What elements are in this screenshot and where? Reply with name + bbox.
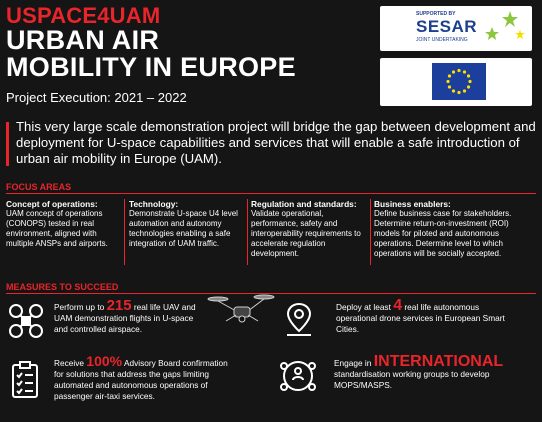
eu-star: [448, 74, 451, 77]
focus-area-text: UAM concept of operations (CONOPS) tested in real environment, aligned with multiple ANSPs and airports.: [6, 209, 108, 248]
measure-post: standardisation working groups to develop MOPS/MASPS.: [334, 369, 490, 390]
project-execution: Project Execution: 2021 – 2022: [6, 90, 187, 105]
focus-area-title: Technology:: [129, 199, 179, 209]
eu-star: [446, 80, 449, 83]
sesar-name: SESAR: [416, 17, 478, 36]
eu-star: [457, 91, 460, 94]
measures-heading: MEASURES TO SUCCEED: [6, 282, 119, 292]
eu-star: [448, 85, 451, 88]
measure-post: real life autonomous operational drone services in European Smart Cities.: [336, 302, 505, 334]
sesar-ju: JOINT UNDERTAKING: [416, 37, 468, 43]
measure-number: 4: [393, 297, 403, 314]
focus-area-text: Define business case for stakeholders. Determine return-on-investment (ROI) models for piloted and autonomous operations. Determine level to which operations will be socially accepted.: [374, 209, 512, 258]
sesar-supported-by: SUPPORTED BY: [416, 11, 456, 17]
measure-pre: Receive: [54, 358, 84, 368]
people-network-icon: [278, 358, 318, 394]
title-line-3: MOBILITY IN EUROPE: [6, 52, 296, 82]
intro-accent-bar: [6, 122, 9, 166]
measure-pre: Perform up to: [54, 302, 105, 312]
intro-text: This very large scale demonstration project will bridge the gap between development and deployment for U-space capabilities and services that will enable a safe introduction of urban air mobility in Europe (UAM).: [16, 119, 536, 166]
eu-star: [467, 74, 470, 77]
eu-flag-icon: [432, 63, 486, 100]
measure-advisory: [54, 353, 230, 402]
focus-area-conops: [6, 199, 122, 249]
focus-area-title: Regulation and standards:: [251, 199, 357, 209]
sesar-stars-icon: [480, 9, 530, 49]
eu-star: [452, 89, 455, 92]
focus-areas-heading: FOCUS AREAS: [6, 182, 72, 192]
measure-post: Advisory Board confirmation for solutions that address the gaps limiting automated and autonomous operations of passenger air-taxi services.: [54, 358, 228, 401]
eu-logo: [380, 58, 532, 106]
focus-area-regulation: [251, 199, 367, 259]
checklist-icon: [10, 361, 40, 399]
location-pin-icon: [284, 301, 314, 339]
column-divider: [124, 199, 125, 265]
column-divider: [370, 199, 371, 265]
focus-area-technology: [129, 199, 245, 249]
measure-pre: Engage in: [334, 358, 372, 368]
eu-star: [463, 70, 466, 73]
measure-number: INTERNATIONAL: [373, 353, 504, 370]
focus-area-text: Validate operational, performance, safety and interoperability requirements to accelerate regulation development.: [251, 209, 361, 258]
project-acronym: USPACE4UAM: [6, 3, 161, 28]
sesar-logo: [380, 6, 532, 51]
measure-number: 215: [106, 297, 132, 314]
focus-area-text: Demonstrate U-space U4 level automation and autonomy technologies enabling a safe integration of UAM traffic.: [129, 209, 238, 248]
column-divider: [247, 199, 248, 265]
measure-flights: [54, 297, 204, 335]
measure-number: 100%: [86, 353, 123, 369]
title-line-2: URBAN AIR: [6, 25, 160, 55]
eu-star: [457, 69, 460, 72]
measure-international: [334, 353, 534, 391]
focus-area-business: [374, 199, 536, 259]
drone-icon: [8, 303, 44, 339]
measure-pre: Deploy at least: [336, 302, 391, 312]
measure-post: real life UAV and UAM demonstration flights in U-space and controlled airspace.: [54, 302, 196, 334]
eu-star: [463, 89, 466, 92]
focus-area-title: Concept of operations:: [6, 199, 98, 209]
eu-star: [452, 70, 455, 73]
focus-divider: [6, 193, 536, 194]
eu-star: [468, 80, 471, 83]
focus-area-title: Business enablers:: [374, 199, 451, 209]
eu-star: [467, 85, 470, 88]
measure-services: [336, 297, 506, 335]
drone-photo: [206, 291, 276, 331]
